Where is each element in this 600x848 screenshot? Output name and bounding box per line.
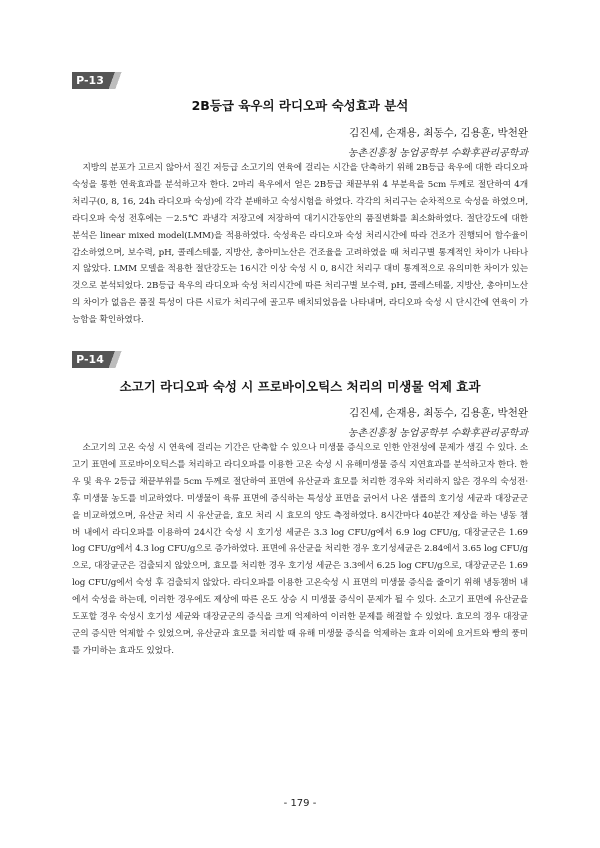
paper-title-p14: 소고기 라디오파 숙성 시 프로바이오틱스 처리의 미생물 억제 효과 (119, 379, 481, 394)
affiliation-p13: 농촌진흥청 농업공학부 수확후관리공학과 (347, 148, 528, 159)
abstract-p13: 지방의 분포가 고르지 않아서 질긴 저등급 소고기의 연육에 걸리는 시간을 단축하기 위해 2B등급 육우에 대한 라디오파 숙성을 통한 연육효과를 분석하고자 한다. 2마리 육우에서 얻은 2B등급 채끝부위 4 부분육을 5cm 두께로 절단하여 4개 처리구(0, 8, 16, 24h 라디오파 숙성)에 각각 분배하고 숙성시험을 하였다. 각각의 처리구는 순차적으로 숙성을 하였으며, 라디오파 숙성 전후에는 －2.5℃ 과냉각 저장고에 저장하여 대기시간동안의 품질변화를 최소화하였다. 절단강도에 대한 분석은 linear mixed model(LMM)을 적용하였다. 숙성육은 라디오파 숙성 처리시간에 따라 건조가 진행되어 함수율이 감소하였으며, 보수력, pH, 콜레스테롤, 지방산, 총아미노산은 건조율을 고려하였을 때 처리구별 통계적인 차이가 나타나지 않았다. LMM 모델을 적용한 절단강도는 16시간 이상 숙성 시 0, 8시간 처리구 대비 통계적으로 유의미한 차이가 있는 것으로 분석되었다. 2B등급 육우의 라디오파 숙성 처리시간에 따른 처리구별 보수력, pH, 콜레스테롤, 지방산, 총아미노산의 차이가 없음은 품질 특성이 다른 시료가 처리구에 골고루 배치되었음을 나타내며, 라디오파 숙성 시 단시간에 연육이 가능함을 확인하였다. (72, 163, 528, 326)
authors-p14: 김진세, 손재용, 최동수, 김용훈, 박천완 (349, 407, 528, 419)
tag-decoration (106, 72, 122, 89)
abstract-p14: 소고기의 고온 숙성 시 연육에 걸리는 기간은 단축할 수 있으나 미생물 증식으로 인한 안전성에 문제가 생길 수 있다. 소고기 표면에 프로바이오틱스를 처리하고 라디오파를 이용한 고온 숙성 시 유해미생물 증식 지연효과를 분석하고자 한다. 한우 및 육우 2등급 채끝부위를 5cm 두께로 절단하여 표면에 유산균과 효모를 처리한 경우와 처리하지 않은 경우의 숙성전·후 미생물 농도를 비교하였다. 미생물이 육류 표면에 증식하는 특성상 표면을 긁어서 나온 샘플의 호기성 세균과 대장균군을 비교하였으며, 유산균 처리 시 유산균을, 효모 처리 시 효모의 양도 측정하였다. 8시간마다 40분간 제상을 하는 냉동 챔버 내에서 라디오파를 이용하여 24시간 숙성 시 호기성 세균은 3.3 log CFU/g에서 6.9 log CFU/g, 대장균군은 1.69 log CFU/g에서 4.3 log CFU/g으로 증가하였다. 표면에 유산균을 처리한 경우 호기성세균은 2.84에서 3.65 log CFU/g으로, 대장균군은 검출되지 않았으며, 효모를 처리한 경우 호기성 세균은 3.3에서 6.25 log CFU/g으로, 대장균군은 1.69 log CFU/g에서 숙성 후 검출되지 않았다. 라디오파를 이용한 고온숙성 시 표면의 미생물 증식을 줄이기 위해 냉동챔버 내에서 숙성을 하는데, 이러한 경우에도 제상에 따른 온도 상승 시 미생물 증식이 문제가 될 수 있다. 소고기 표면에 유산균을 도포할 경우 숙성시 호기성 세균와 대장균군의 증식을 크게 억제하여 이러한 문제를 해결할 수 있었다. 효모의 경우 대장균군의 증식만 억제할 수 있었으며, 유산균과 효모를 처리할 때 유해 미생물 증식을 억제하는 효과 이외에 요거트와 빵의 풍미를 가미하는 효과도 있었다. (72, 443, 528, 656)
section-tag-label: P-13 (72, 72, 108, 89)
page-number: - 179 - (283, 798, 317, 809)
section-tag-label: P-14 (72, 351, 108, 368)
authors-p13: 김진세, 손재용, 최동수, 김용훈, 박천완 (349, 127, 528, 139)
section-tag-p14 (72, 351, 122, 368)
affiliation-p14: 농촌진흥청 농업공학부 수확후관리공학과 (347, 428, 528, 439)
section-tag-p13 (72, 72, 122, 89)
tag-decoration (106, 351, 122, 368)
paper-title-p13: 2B등급 육우의 라디오파 숙성효과 분석 (191, 98, 409, 113)
